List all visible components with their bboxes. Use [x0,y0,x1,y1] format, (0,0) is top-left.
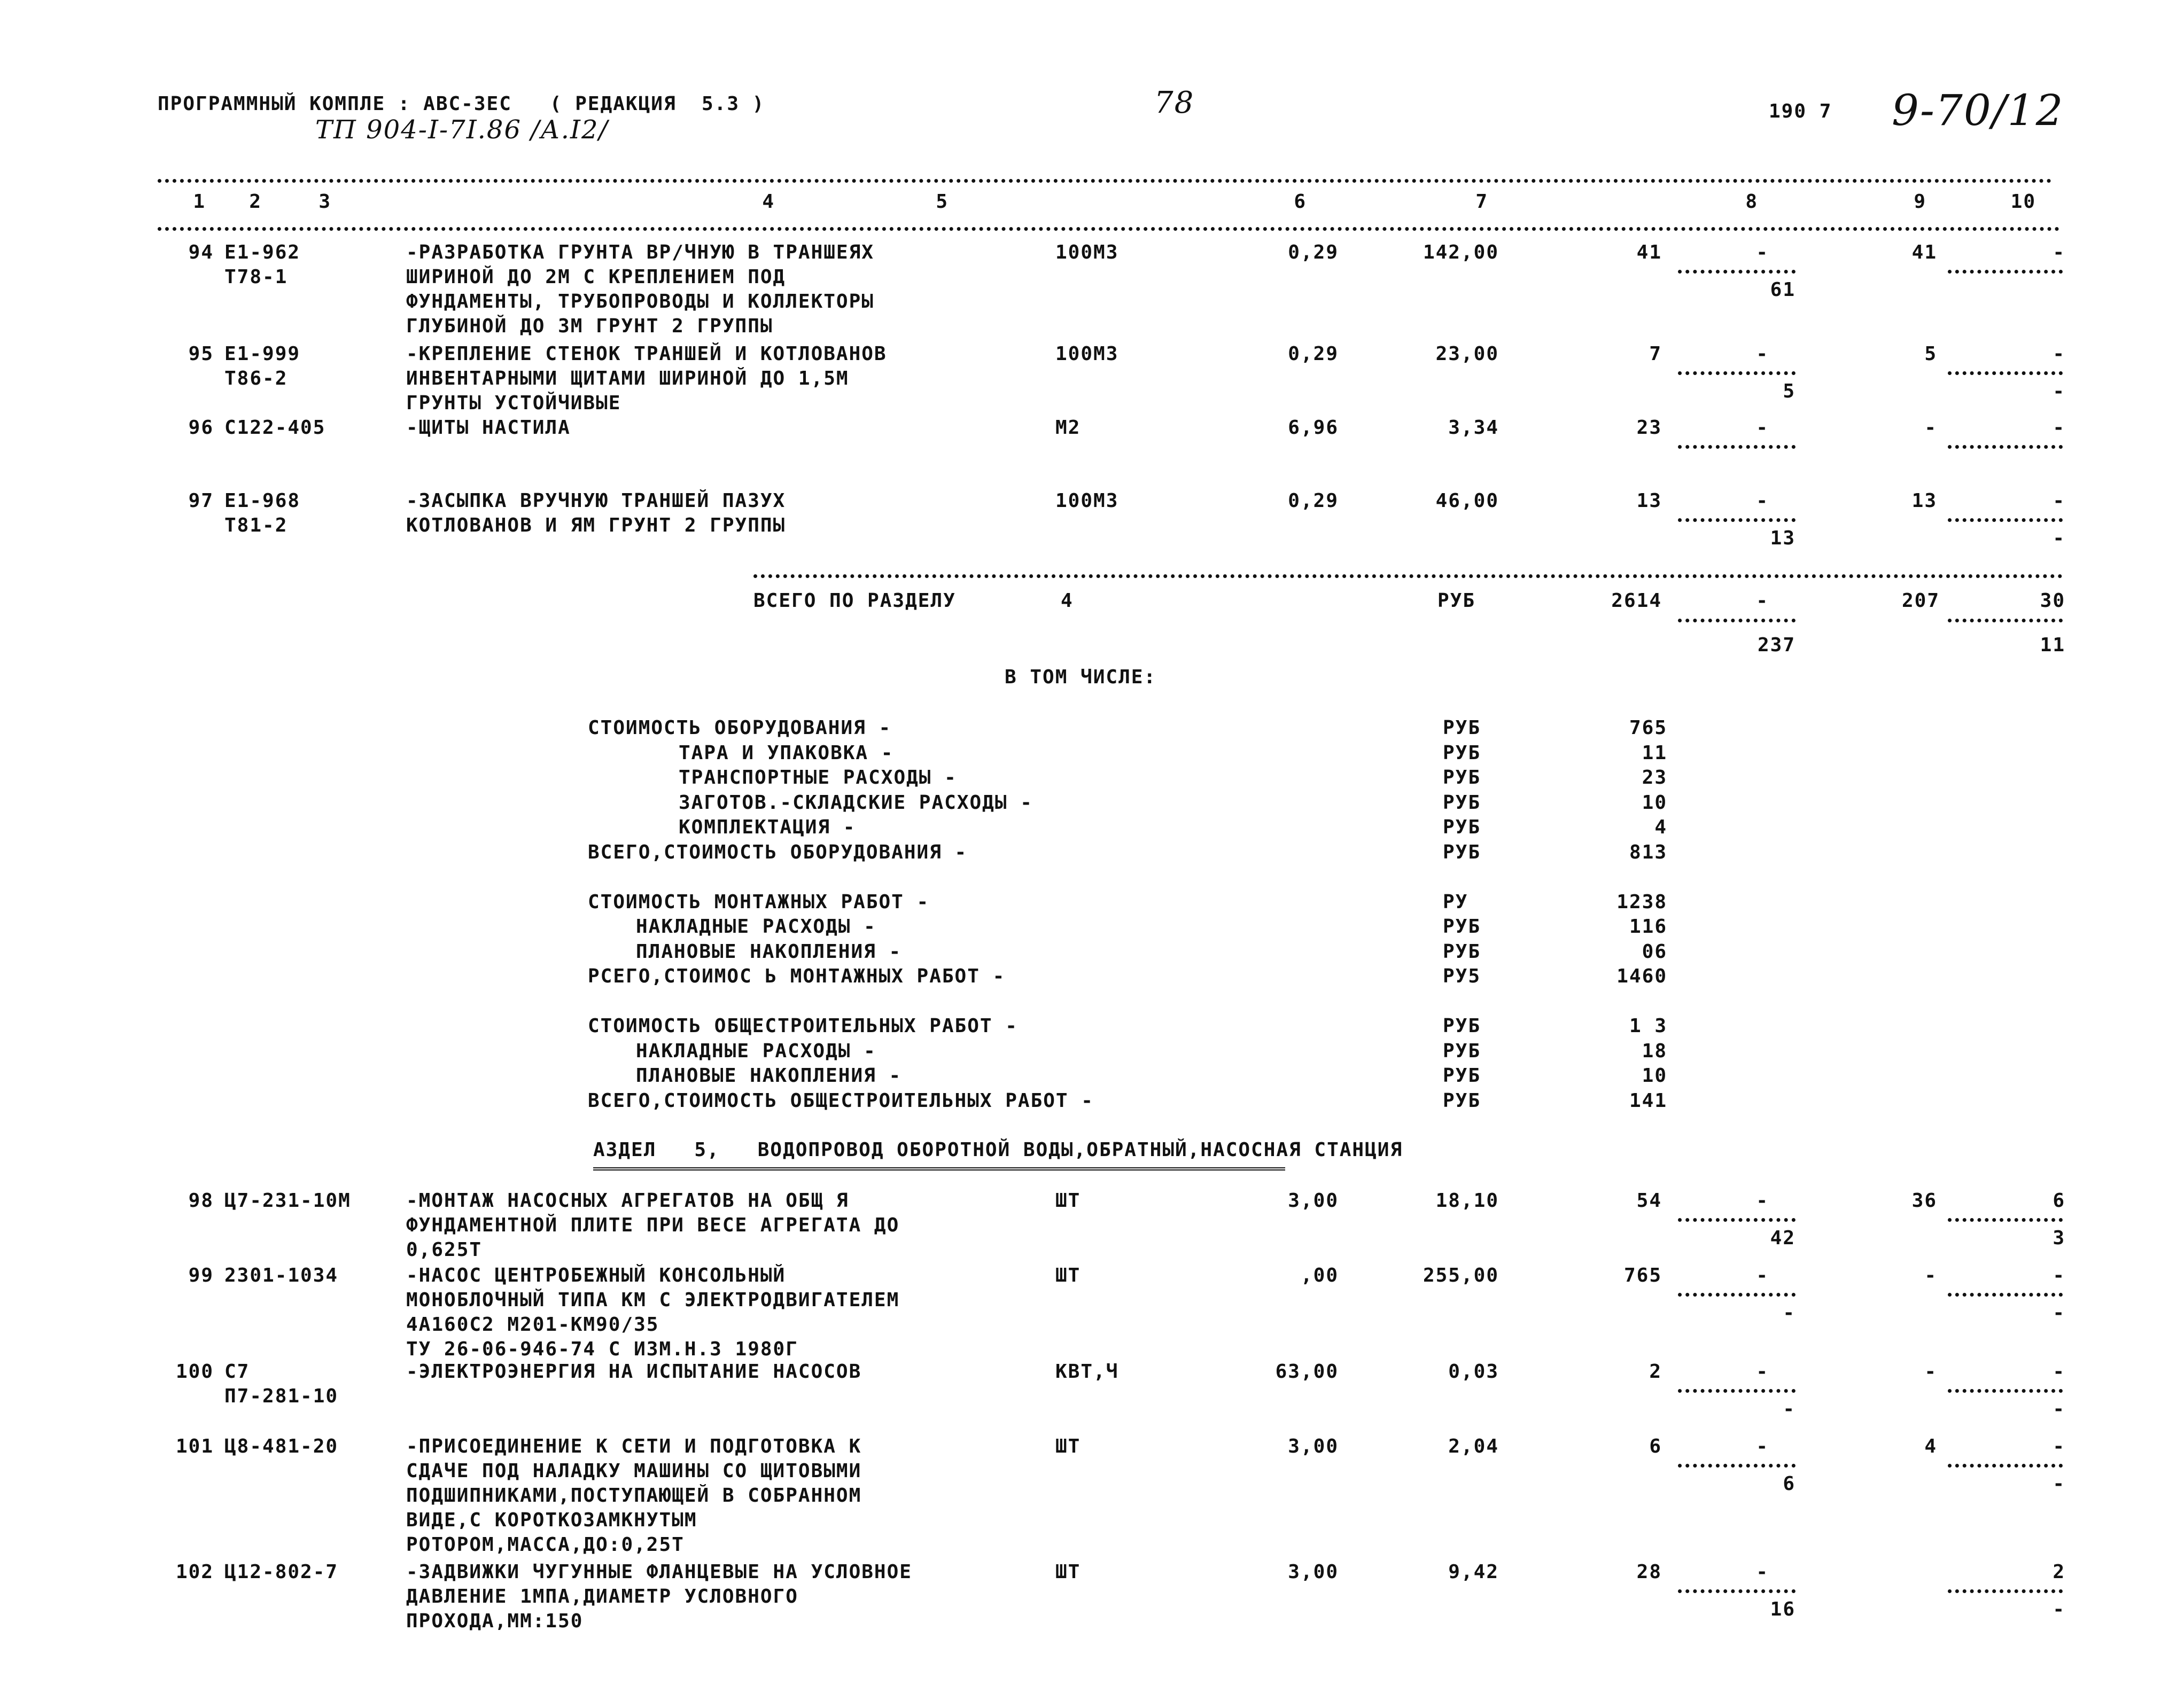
summary-unit: РУБ [1443,1065,1481,1087]
row-quantity: 63,00 [1275,1361,1339,1383]
row-description: ПРОХОДА,ММ:150 [406,1610,584,1632]
summary-value: 1238 [1616,891,1667,913]
row-col10-rule [1948,1218,2063,1222]
row-unit: КВТ,Ч [1055,1361,1119,1383]
row-col10-sub: - [2053,380,2065,402]
row-description: ВИДЕ,С КОРОТКОЗАМКНУТЫМ [406,1509,697,1531]
row-quantity: 0,29 [1288,241,1339,263]
summary-unit: РУБ [1443,841,1481,863]
row-description: ГЛУБИНОЙ ДО 3М ГРУНТ 2 ГРУППЫ [406,315,773,337]
row-code: 2301-1034 [224,1265,339,1286]
row-code-ref: Т81-2 [224,514,288,536]
row-price: 2,04 [1448,1435,1499,1457]
row-description: ПОДШИПНИКАМИ,ПОСТУПАЮЩЕЙ В СОБРАННОМ [406,1485,862,1507]
row-col8-rule [1678,1293,1796,1297]
row-col8-sub: 5 [1783,380,1796,402]
row-description: ДАВЛЕНИЕ 1МПА,ДИАМЕТР УСЛОВНОГО [406,1586,798,1608]
row-col8: - [1756,1435,1769,1457]
row-number: 96 [188,417,214,439]
row-description: ГРУНТЫ УСТОЙЧИВЫЕ [406,392,621,414]
column-number: 7 [1475,191,1488,213]
row-total: 54 [1636,1190,1662,1212]
summary-value: 813 [1629,841,1667,863]
row-col8: - [1756,1265,1769,1286]
row-quantity: ,00 [1300,1265,1339,1286]
summary-unit: РУБ [1443,767,1481,789]
row-total: 6 [1649,1435,1662,1457]
row-col10-rule [1948,518,2063,522]
row-number: 100 [175,1361,214,1383]
program-header: ПРОГРАММНЫЙ КОМПЛЕ : АВС-3ЕС ( РЕДАКЦИЯ 5.3 ) [158,93,765,115]
row-total: 23 [1636,417,1662,439]
summary-unit: РУБ [1443,940,1481,963]
row-unit: М2 [1055,417,1081,439]
row-description: -РАЗРАБОТКА ГРУНТА ВР/ЧНУЮ В ТРАНШЕЯХ [406,241,874,263]
row-col8: - [1756,417,1769,439]
column-number: 8 [1745,191,1758,213]
row-col10-rule [1948,1293,2063,1297]
row-description: -ПРИСОЕДИНЕНИЕ К СЕТИ И ПОДГОТОВКА К [406,1435,862,1457]
row-unit: ШТ [1055,1190,1081,1212]
row-description: -ЩИТЫ НАСТИЛА [406,417,571,439]
row-description: 4А160С2 М201-КМ90/35 [406,1314,659,1336]
row-quantity: 0,29 [1288,343,1339,365]
summary-label: СТОИМОСТЬ МОНТАЖНЫХ РАБОТ - [588,891,930,913]
row-number: 102 [175,1561,214,1583]
summary-value: 23 [1642,767,1667,789]
row-col9: - [1924,417,1937,439]
row-unit: 100М3 [1055,343,1119,365]
summary-label: ВСЕГО,СТОИМОСТЬ ОБОРУДОВАНИЯ - [588,841,968,863]
row-total: 41 [1636,241,1662,263]
row-col8: - [1756,490,1769,512]
total-rule [753,574,2063,578]
column-number: 5 [936,191,949,213]
row-quantity: 3,00 [1288,1190,1339,1212]
total-label: ВСЕГО ПО РАЗДЕЛУ [753,590,956,612]
summary-value: 1 3 [1629,1015,1667,1037]
row-col10: - [2053,1435,2065,1457]
summary-label: ТРАНСПОРТНЫЕ РАСХОДЫ - [679,767,957,789]
row-col8: - [1756,241,1769,263]
summary-unit: РУБ [1443,916,1481,938]
row-total: 7 [1649,343,1662,365]
summary-unit: РУБ [1443,816,1481,838]
row-description: ФУНДАМЕНТЫ, ТРУБОПРОВОДЫ И КОЛЛЕКТОРЫ [406,291,874,313]
summary-unit: РУ [1443,891,1468,913]
row-col8-rule [1678,1589,1796,1593]
row-code-ref: П7-281-10 [224,1385,339,1407]
column-number: 9 [1914,191,1926,213]
summary-label: РСЕГО,СТОИМОС Ь МОНТАЖНЫХ РАБОТ - [588,965,1006,987]
incl-title: В ТОМ ЧИСЛЕ: [1005,666,1157,688]
row-col8: - [1756,343,1769,365]
summary-unit: РУБ [1443,1040,1481,1062]
row-col10-rule [1948,1589,2063,1593]
row-total: 13 [1636,490,1662,512]
summary-value: 141 [1629,1089,1667,1112]
row-col9: 41 [1911,241,1937,263]
row-col9: 5 [1924,343,1937,365]
row-price: 18,10 [1435,1190,1499,1212]
total-unit: РУБ [1437,590,1476,612]
total-col8-sub: 237 [1757,634,1796,656]
row-col8-sub: 6 [1783,1473,1796,1495]
row-number: 94 [188,241,214,263]
row-description: ИНВЕНТАРНЫМИ ЩИТАМИ ШИРИНОЙ ДО 1,5М [406,368,849,389]
row-price: 9,42 [1448,1561,1499,1583]
summary-value: 765 [1629,717,1667,739]
row-col10-sub: - [2053,527,2065,549]
summary-label: ПЛАНОВЫЕ НАКОПЛЕНИЯ - [636,940,902,963]
row-description: -МОНТАЖ НАСОСНЫХ АГРЕГАТОВ НА ОБЩ Я [406,1190,849,1212]
sheet-mark: 9-70/12 [1892,85,2064,135]
summary-label: СТОИМОСТЬ ОБОРУДОВАНИЯ - [588,717,892,739]
row-description: -ЗАСЫПКА ВРУЧНУЮ ТРАНШЕЙ ПАЗУХ [406,490,786,512]
row-description: ТУ 26-06-946-74 С ИЗМ.Н.3 1980Г [406,1338,798,1360]
row-description: ФУНДАМЕНТНОЙ ПЛИТЕ ПРИ ВЕСЕ АГРЕГАТА ДО [406,1214,900,1236]
summary-value: 06 [1642,940,1667,963]
row-code: Ц8-481-20 [224,1435,339,1457]
row-code: Е1-968 [224,490,301,512]
summary-value: 11 [1642,742,1667,764]
summary-label: ПЛАНОВЫЕ НАКОПЛЕНИЯ - [636,1065,902,1087]
project-code: ТП 904-I-7I.86 /А.I2/ [315,115,609,145]
row-col8-sub: 16 [1770,1598,1796,1620]
row-col10-rule [1948,445,2063,449]
row-description: -КРЕПЛЕНИЕ СТЕНОК ТРАНШЕЙ И КОТЛОВАНОВ [406,343,887,365]
summary-value: 116 [1629,916,1667,938]
row-price: 3,34 [1448,417,1499,439]
total-col10: 30 [2040,590,2065,612]
row-quantity: 6,96 [1288,417,1339,439]
row-quantity: 3,00 [1288,1435,1339,1457]
summary-label: КОМПЛЕКТАЦИЯ - [679,816,856,838]
row-col8-rule [1678,371,1796,375]
summary-label: СТОИМОСТЬ ОБЩЕСТРОИТЕЛЬНЫХ РАБОТ - [588,1015,1018,1037]
summary-value: 4 [1654,816,1667,838]
row-col8-sub: - [1783,1302,1796,1324]
row-description: СДАЧЕ ПОД НАЛАДКУ МАШИНЫ СО ЩИТОВЫМИ [406,1460,862,1482]
row-code: Е1-962 [224,241,301,263]
row-number: 95 [188,343,214,365]
summary-value: 1460 [1616,965,1667,987]
row-quantity: 3,00 [1288,1561,1339,1583]
row-price: 23,00 [1435,343,1499,365]
row-col10: - [2053,241,2065,263]
summary-label: ТАРА И УПАКОВКА - [679,742,894,764]
row-description: МОНОБЛОЧНЫЙ ТИПА КМ С ЭЛЕКТРОДВИГАТЕЛЕМ [406,1289,900,1311]
row-price: 255,00 [1423,1265,1499,1286]
summary-unit: РУБ [1443,1015,1481,1037]
row-col10: - [2053,343,2065,365]
row-col10: - [2053,490,2065,512]
column-number: 2 [249,191,262,213]
row-col8: - [1756,1361,1769,1383]
row-price: 46,00 [1435,490,1499,512]
row-number: 101 [175,1435,214,1457]
row-description: КОТЛОВАНОВ И ЯМ ГРУНТ 2 ГРУППЫ [406,514,786,536]
header-bottom-rule [158,227,2060,231]
row-code: Е1-999 [224,343,301,365]
row-col10: - [2053,417,2065,439]
summary-label: НАКЛАДНЫЕ РАСХОДЫ - [636,1040,876,1062]
section-title-underline [593,1167,1285,1171]
summary-label: ЗАГОТОВ.-СКЛАДСКИЕ РАСХОДЫ - [679,791,1033,814]
row-code: С122-405 [224,417,326,439]
row-total: 765 [1623,1265,1662,1286]
summary-value: 18 [1642,1040,1667,1062]
total-col10-sub: 11 [2040,634,2065,656]
row-col9: 36 [1911,1190,1937,1212]
column-number: 4 [762,191,775,213]
row-col10-rule [1948,270,2063,274]
row-col8-rule [1678,1464,1796,1468]
total-col9: 207 [1901,590,1940,612]
section-title: АЗДЕЛ 5, ВОДОПРОВОД ОБОРОТНОЙ ВОДЫ,ОБРАТНЫЙ,НАСОСНАЯ СТАНЦИЯ [593,1139,1403,1161]
total-col8-rule [1678,619,1796,622]
row-col8: - [1756,1561,1769,1583]
row-description: ШИРИНОЙ ДО 2М С КРЕПЛЕНИЕМ ПОД [406,266,786,288]
summary-unit: РУБ [1443,1089,1481,1112]
summary-unit: РУБ [1443,742,1481,764]
total-col8: - [1756,590,1769,612]
row-description: -НАСОС ЦЕНТРОБЕЖНЫЙ КОНСОЛЬНЫЙ [406,1265,786,1286]
row-col10-rule [1948,1464,2063,1468]
row-total: 28 [1636,1561,1662,1583]
summary-label: НАКЛАДНЫЕ РАСХОДЫ - [636,916,876,938]
column-number: 3 [318,191,331,213]
row-code: Ц7-231-10М [224,1190,351,1212]
row-col9: - [1924,1361,1937,1383]
row-col10-sub: - [2053,1302,2065,1324]
row-col8-sub: 61 [1770,279,1796,301]
row-description: -ЗАДВИЖКИ ЧУГУННЫЕ ФЛАНЦЕВЫЕ НА УСЛОВНОЕ [406,1561,912,1583]
row-number: 97 [188,490,214,512]
row-col10: 2 [2053,1561,2065,1583]
row-col8-sub: - [1783,1398,1796,1420]
row-description: -ЭЛЕКТРОЭНЕРГИЯ НА ИСПЫТАНИЕ НАСОСОВ [406,1361,862,1383]
summary-value: 10 [1642,1065,1667,1087]
row-code: С7 [224,1361,250,1383]
row-unit: ШТ [1055,1265,1081,1286]
row-total: 2 [1649,1361,1662,1383]
row-unit: 100М3 [1055,241,1119,263]
row-col9: 4 [1924,1435,1937,1457]
column-number: 1 [193,191,206,213]
row-col10: - [2053,1265,2065,1286]
row-unit: ШТ [1055,1561,1081,1583]
summary-unit: РУБ [1443,791,1481,814]
row-col8-rule [1678,1218,1796,1222]
row-unit: 100М3 [1055,490,1119,512]
row-col10: - [2053,1361,2065,1383]
row-col8-sub: 13 [1770,527,1796,549]
summary-unit: РУБ [1443,717,1481,739]
row-col10-rule [1948,1389,2063,1393]
row-col8-rule [1678,518,1796,522]
row-price: 0,03 [1448,1361,1499,1383]
total-col10-rule [1948,619,2063,622]
row-col10-sub: 3 [2053,1227,2065,1249]
row-price: 142,00 [1423,241,1499,263]
row-col9: - [1924,1265,1937,1286]
page-number: 78 [1154,85,1195,120]
row-quantity: 0,29 [1288,490,1339,512]
summary-value: 10 [1642,791,1667,814]
summary-unit: РУ5 [1443,965,1481,987]
column-number: 10 [2010,191,2036,213]
row-col8-rule [1678,1389,1796,1393]
row-col8: - [1756,1190,1769,1212]
row-unit: ШТ [1055,1435,1081,1457]
row-col10-sub: - [2053,1473,2065,1495]
total-value: 2614 [1611,590,1662,612]
total-section: 4 [1061,590,1074,612]
summary-label: ВСЕГО,СТОИМОСТЬ ОБЩЕСТРОИТЕЛЬНЫХ РАБОТ - [588,1089,1094,1112]
row-col8-rule [1678,445,1796,449]
row-description: РОТОРОМ,МАССА,ДО:0,25Т [406,1534,685,1556]
row-col10: 6 [2053,1190,2065,1212]
row-number: 99 [188,1265,214,1286]
row-code-ref: Т78-1 [224,266,288,288]
header-top-rule [158,179,2052,183]
row-col10-sub: - [2053,1598,2065,1620]
row-col8-sub: 42 [1770,1227,1796,1249]
row-col10-sub: - [2053,1398,2065,1420]
row-code: Ц12-802-7 [224,1561,339,1583]
column-number: 6 [1294,191,1307,213]
row-description: 0,625Т [406,1239,483,1261]
row-code-ref: Т86-2 [224,368,288,389]
row-col8-rule [1678,270,1796,274]
row-col10-rule [1948,371,2063,375]
row-number: 98 [188,1190,214,1212]
year-mark: 190 7 [1769,100,1832,122]
row-col9: 13 [1911,490,1937,512]
